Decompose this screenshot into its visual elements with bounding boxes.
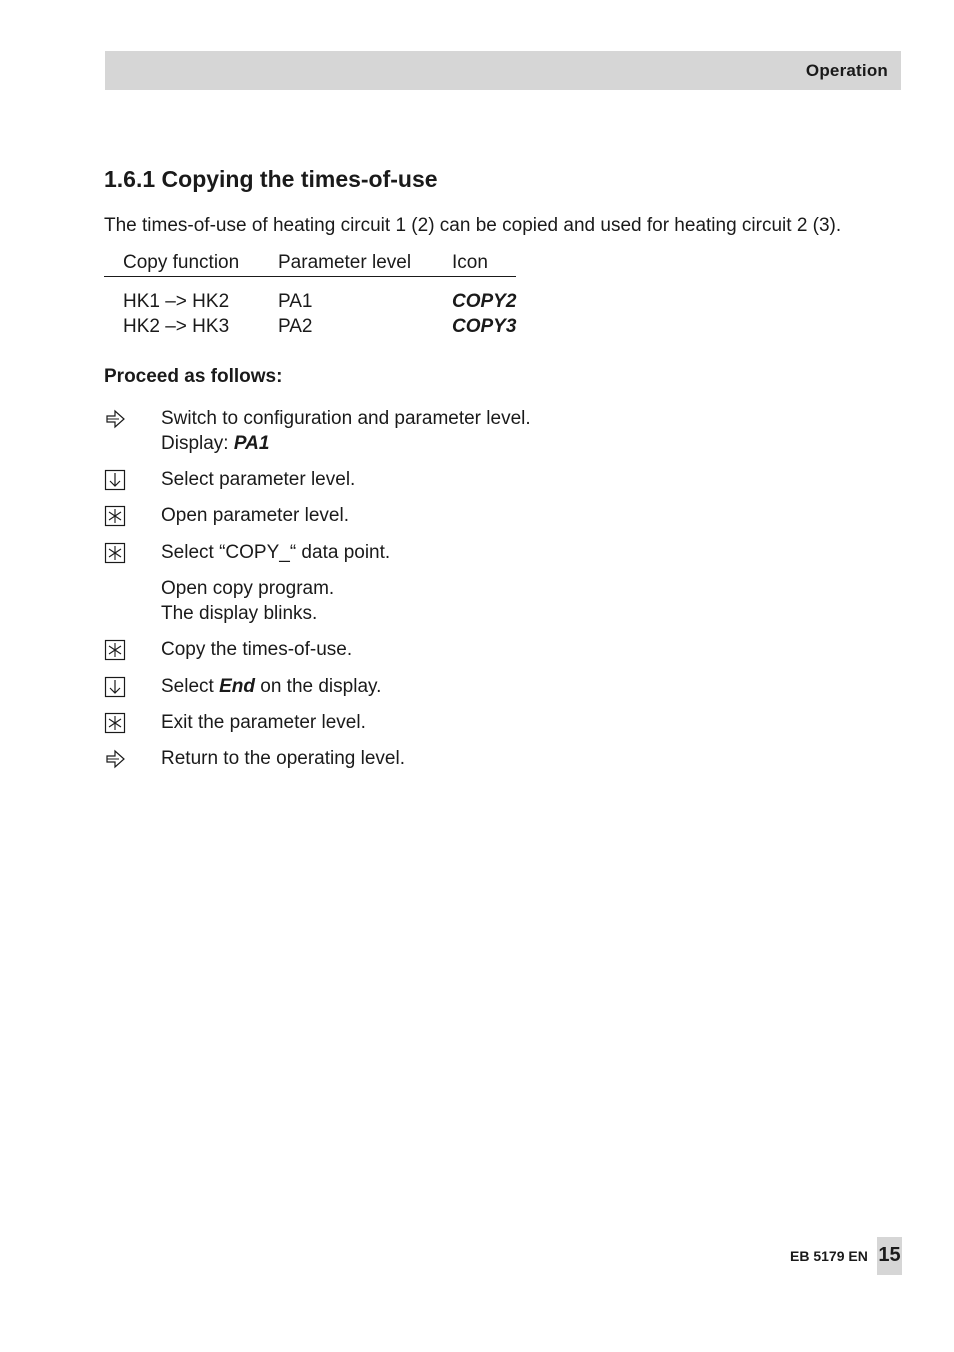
asterisk-box-icon [104,542,126,564]
proceed-heading: Proceed as follows: [104,366,283,387]
step-text [161,576,334,626]
step-text [161,674,381,699]
step-instruction: Open copy program. [161,578,335,599]
asterisk-box-icon [104,639,126,661]
step-text: Select parameter level. [161,469,356,490]
section-title: 1.6.1 Copying the times-of-use [104,166,438,192]
step-text: Return to the operating level. [161,748,405,769]
down-arrow-box-icon [104,469,126,491]
header-section-label: Operation [805,61,888,80]
copy-function-table [104,252,516,339]
step-text: Copy the times-of-use. [161,639,353,660]
down-arrow-box-icon [104,676,126,698]
step-text-suffix: on the display. [260,676,382,697]
step-text: Open parameter level. [161,505,349,526]
step-instruction: Switch to configuration and parameter level. [161,408,531,429]
step-text-bold: End [219,676,255,697]
table-cell-parameter-level: PA2 [278,315,313,337]
asterisk-box-icon [104,505,126,527]
enter-arrow-icon [104,408,126,430]
step-instruction-2: The display blinks. [161,603,318,624]
table-cell-icon: COPY2 [452,290,517,312]
page-number: 15 [878,1244,901,1266]
table-header-copy-function: Copy function [104,252,278,277]
display-prefix: Display: [161,433,229,454]
page-number-box [877,1237,902,1275]
table-header-icon: Icon [452,252,516,277]
table-cell-copy-function: HK1 –> HK2 [123,290,230,312]
intro-paragraph: The times-of-use of heating circuit 1 (2) can be copied and used for heating circuit 2 (3). [104,215,842,236]
asterisk-box-icon [104,712,126,734]
table-cell-icon: COPY3 [452,315,517,337]
table-header-parameter-level: Parameter level [278,252,452,277]
table-cell-parameter-level: PA1 [278,290,313,312]
step-text-prefix: Select [161,676,214,697]
table-row [104,277,516,315]
table-header-row [104,252,516,277]
step-text: Exit the parameter level. [161,712,366,733]
step-text: Select “COPY_“ data point. [161,542,391,563]
header-bar [105,51,901,90]
table-cell-copy-function: HK2 –> HK3 [123,315,230,337]
enter-arrow-icon [104,748,126,770]
display-value: PA1 [233,433,270,454]
footer-doc-id: EB 5179 EN [790,1248,868,1264]
step-text [161,406,531,456]
table-row [104,314,516,339]
